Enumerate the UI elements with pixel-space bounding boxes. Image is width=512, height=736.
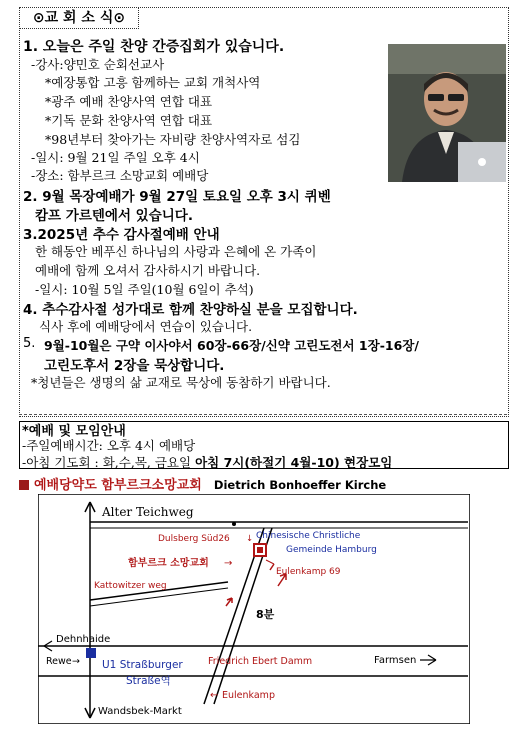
item1-speaker: -강사:양민호 순회선교사 — [31, 57, 165, 72]
label-farmsen: Farmsen — [374, 655, 417, 666]
church-map — [38, 494, 470, 724]
item5-note: *청년들은 생명의 삶 교재로 묵상에 동참하기 바랍니다. — [31, 375, 331, 390]
label-rewe: Rewe — [46, 656, 72, 667]
item1-bullet: *98년부터 찾아가는 자비량 찬양사역자로 섬김 — [45, 132, 301, 147]
item1-heading: 1. 오늘은 주일 찬양 간증집회가 있습니다. — [23, 39, 285, 55]
label-eulenkamp-69: Eulenkamp 69 — [276, 567, 341, 577]
map-title-korean: 예배당약도 함부르크소망교회 — [34, 478, 202, 493]
svg-text:←: ← — [210, 690, 219, 701]
label-eulenkamp: Eulenkamp — [222, 690, 275, 701]
label-dulsberg: Dulsberg Süd26 — [158, 534, 230, 544]
red-square-icon — [19, 480, 29, 490]
label-u1-station: Straße역 — [126, 675, 171, 687]
label-kattowitzer: Kattowitzer weg — [94, 581, 167, 591]
speaker-photo — [388, 44, 506, 182]
map-title-german: Dietrich Bonhoeffer Kirche — [213, 478, 387, 492]
worship-sunday: -주일예배시간: 오후 4시 예배당 — [22, 438, 196, 453]
item1-bullet: *예장통합 고흥 함께하는 교회 개척사역 — [45, 75, 261, 90]
item1-bullet: *광주 예배 찬양사역 연합 대표 — [45, 94, 213, 109]
label-wandsbek-markt: Wandsbek-Markt — [98, 706, 182, 717]
worship-morning — [22, 453, 392, 471]
item3-line3: -일시: 10월 5일 주일(10월 6일이 추석) — [35, 282, 254, 297]
label-hope-church: 함부르크 소망교회 — [128, 558, 209, 569]
item3-heading: 3.2025년 추수 감사절예배 안내 — [23, 227, 220, 243]
item3-line2: 예배에 함께 오셔서 감사하시기 바랍니다. — [35, 263, 261, 278]
item4-line1: 식사 후에 예배당에서 연습이 있습니다. — [39, 319, 253, 334]
svg-text:→: → — [224, 558, 233, 569]
item1-place: -장소: 함부르크 소망교회 예배당 — [31, 168, 209, 183]
item2-line1: 2. 9월 목장예배가 9월 27일 토요일 오후 3시 퀴벤 — [23, 189, 331, 205]
svg-text:→: → — [72, 656, 80, 667]
svg-text:↓: ↓ — [246, 534, 254, 544]
label-dehnhaide: Dehnhaide — [56, 634, 111, 645]
label-friedrich-ebert-damm: Friedrich Ebert Damm — [208, 656, 313, 667]
map-title — [19, 474, 386, 493]
label-u1: U1 Straßburger — [102, 659, 183, 671]
item1-date: -일시: 9월 21일 주일 오후 4시 — [31, 150, 200, 165]
label-8-min: 8분 — [256, 608, 275, 621]
item3-line1: 한 해동안 베푸신 하나님의 사랑과 은혜에 온 가족이 — [35, 244, 317, 259]
label-alter-teichweg: Alter Teichweg — [102, 505, 194, 519]
item1-bullet: *기독 문화 찬양사역 연합 대표 — [45, 113, 213, 128]
worship-morning-time: 아침 7시(하절기 4월-10) 현장모임 — [195, 455, 393, 470]
item5-line2: 고린도후서 2장을 묵상합니다. — [44, 358, 225, 374]
item2-line2: 캄프 가르텐에서 있습니다. — [35, 208, 193, 224]
label-chinese-church: Chinesische Christliche — [256, 531, 361, 541]
item4-heading: 4. 추수감사절 성가대로 함께 찬양하실 분을 모집합니다. — [23, 302, 358, 318]
item5-line1: 9월-10월은 구약 이사야서 60장-66장/신약 고린도전서 1장-16장/ — [44, 338, 419, 353]
label-chinese-church-2: Gemeinde Hamburg — [286, 545, 377, 555]
divider — [19, 414, 507, 415]
section-title: ⊙교 회 소 식⊙ — [19, 7, 139, 29]
worship-heading: *예배 및 모임안내 — [22, 424, 126, 439]
worship-morning-prefix: -아침 기도회 : 화,수,목, 금요일 — [22, 455, 196, 470]
ubahn-station-icon — [86, 648, 96, 658]
item5-prefix: 5. — [23, 336, 36, 351]
